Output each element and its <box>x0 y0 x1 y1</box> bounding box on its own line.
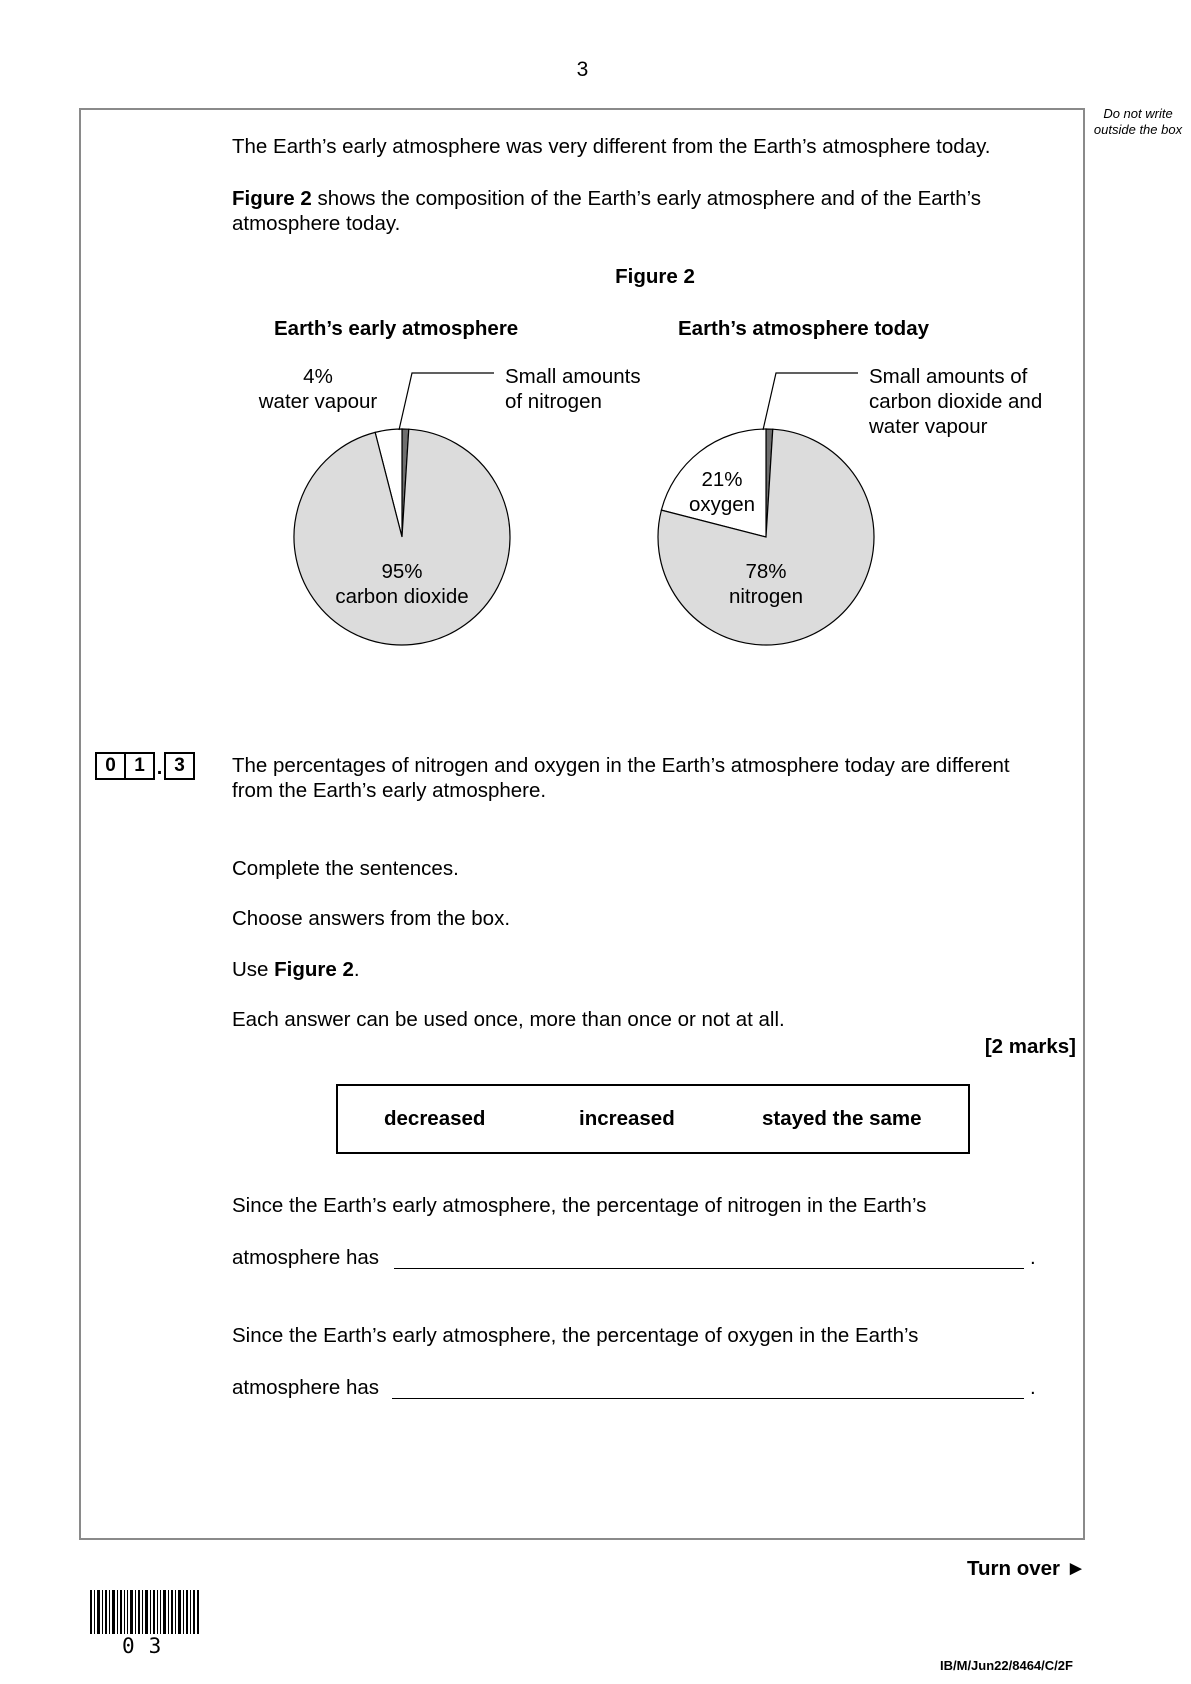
leader-line-co2-water <box>763 373 858 430</box>
sentence-oxygen-line1: Since the Earth’s early atmosphere, the percentage of oxygen in the Earth’s <box>232 1324 919 1347</box>
early-nitrogen-label <box>505 364 641 414</box>
question-digit-3: 3 <box>164 752 195 780</box>
leader-line-nitrogen <box>399 373 494 430</box>
barcode-digits: 03 <box>122 1634 176 1658</box>
early-small-2: of nitrogen <box>505 390 602 413</box>
early-co2-name: carbon dioxide <box>335 585 469 608</box>
today-small-1: Small amounts of <box>869 365 1028 388</box>
option-stayed-the-same: stayed the same <box>762 1107 922 1130</box>
early-small-1: Small amounts <box>505 365 641 388</box>
today-small-2: carbon dioxide and <box>869 390 1043 413</box>
answer-line-nitrogen[interactable] <box>394 1268 1024 1269</box>
sentence-nitrogen-line2: atmosphere has <box>232 1246 380 1269</box>
barcode <box>90 1590 200 1634</box>
question-stem-line2: from the Earth’s early atmosphere. <box>232 779 547 802</box>
turn-over: Turn over ► <box>966 1557 1086 1580</box>
question-stem-line1: The percentages of nitrogen and oxygen in the Earth’s atmosphere today are different <box>232 754 1010 777</box>
early-water-label <box>248 364 388 414</box>
answer-line-oxygen[interactable] <box>392 1398 1024 1399</box>
question-number <box>95 752 195 780</box>
sentence-nitrogen-end: . <box>1030 1246 1036 1269</box>
figure-intro-rest: shows the composition of the Earth’s early atmosphere and of the Earth’s <box>311 187 982 210</box>
today-n2-pct: 78% <box>745 560 787 583</box>
early-water-name: water vapour <box>258 390 378 413</box>
instruction-use-figure-ref: Figure 2 <box>274 958 354 981</box>
marks-label: [2 marks] <box>984 1035 1076 1058</box>
question-digit-2: 1 <box>126 752 155 780</box>
sentence-oxygen-line2: atmosphere has <box>232 1376 380 1399</box>
instruction-use-post: . <box>353 958 360 981</box>
instruction-use-pre: Use <box>232 958 275 981</box>
early-co2-pct: 95% <box>381 560 423 583</box>
question-stem <box>232 753 1010 803</box>
today-nitrogen-label <box>716 559 816 609</box>
today-small-label <box>869 364 1042 439</box>
pie-chart-today <box>658 429 874 645</box>
sentence-nitrogen-line1: Since the Earth’s early atmosphere, the percentage of nitrogen in the Earth’s <box>232 1194 927 1217</box>
figure-ref: Figure 2 <box>232 187 312 210</box>
instruction-use-figure <box>232 957 360 982</box>
page-number: 3 <box>576 58 589 81</box>
today-o2-pct: 21% <box>701 468 743 491</box>
left-chart-title: Earth’s early atmosphere <box>274 317 519 340</box>
today-o2-name: oxygen <box>688 493 756 516</box>
early-water-pct: 4% <box>303 365 333 388</box>
today-small-3: water vapour <box>869 415 988 438</box>
question-digit-1: 0 <box>95 752 126 780</box>
intro-sentence: The Earth’s early atmosphere was very different from the Earth’s atmosphere today. <box>232 135 991 158</box>
instruction-complete: Complete the sentences. <box>232 857 459 880</box>
right-chart-title: Earth’s atmosphere today <box>678 317 930 340</box>
sentence-oxygen-end: . <box>1030 1376 1036 1399</box>
paper-code: IB/M/Jun22/8464/C/2F <box>940 1658 1073 1673</box>
figure-title: Figure 2 <box>615 265 695 288</box>
today-oxygen-label <box>672 467 772 517</box>
today-n2-name: nitrogen <box>728 585 804 608</box>
margin-note-text: Do not write outside the box <box>1093 106 1183 137</box>
option-increased: increased <box>579 1107 675 1130</box>
instruction-each-answer: Each answer can be used once, more than once or not at all. <box>232 1008 785 1031</box>
instruction-choose: Choose answers from the box. <box>232 907 511 930</box>
answer-options-box <box>336 1084 970 1154</box>
question-dot: . <box>156 757 163 779</box>
figure-intro-line2: atmosphere today. <box>232 212 401 235</box>
option-decreased: decreased <box>384 1107 486 1130</box>
pie-chart-early <box>294 429 510 645</box>
early-co2-label <box>302 559 502 609</box>
